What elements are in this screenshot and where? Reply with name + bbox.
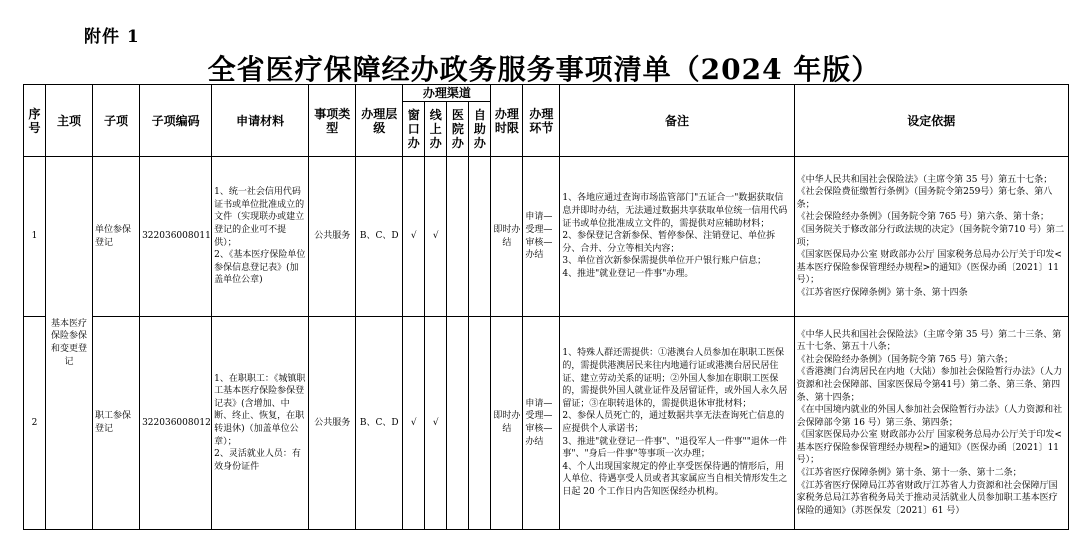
- remarks-line: 3、推进"就业登记一件事"、"退役军人一件事""退休一件事"、"身后一件事"等事项一次办理；: [562, 436, 787, 460]
- sub-code: 322036008012: [140, 317, 212, 530]
- attachment-label: 附件 1: [84, 27, 140, 47]
- header-type: 事项类型: [309, 85, 356, 157]
- header-channel-hospital: 医院办: [447, 102, 469, 157]
- row-seq: 1: [24, 157, 46, 317]
- header-level: 办理层级: [356, 85, 403, 157]
- service-items-table: [23, 84, 1069, 530]
- header-channel-self: 自助办: [469, 102, 491, 157]
- item-level: B、C、D: [356, 157, 403, 317]
- basis-line: 《江苏省医疗保障条例》第十条、第十一条、第十二条；: [796, 468, 1022, 479]
- sub-item: 职工参保登记: [93, 317, 140, 530]
- header-sub-item: 子项: [93, 85, 140, 157]
- basis-line: 《香港澳门台湾居民在内地（大陆）参加社会保险暂行办法》（人力资源和社会保障部、国家医保局令第41号）第二条、第三条、第四条、第十四条；: [796, 367, 1063, 403]
- header-sub-code: 子项编码: [140, 85, 212, 157]
- remarks-line: 3、单位首次新参保需提供单位开户银行账户信息；: [562, 256, 767, 267]
- sub-code: 322036008011: [140, 157, 212, 317]
- basis-line: 《社会保险经办条例》（国务院令第 765 号）第六条、第十条；: [796, 212, 1050, 223]
- basis-line: 《江苏省医疗保障条例》第十条、第十四条: [796, 287, 968, 298]
- table-row: [24, 317, 1069, 530]
- remarks-cell: [560, 157, 794, 317]
- materials-cell: [212, 317, 309, 530]
- item-type: 公共服务: [309, 157, 356, 317]
- row-seq: 2: [24, 317, 46, 530]
- basis-line: 《中华人民共和国社会保险法》（主席令第 35 号）第二十三条、第五十七条、第五十八条；: [796, 329, 1062, 353]
- basis-line: 《国务院关于修改部分行政法规的决定》（国务院令第710 号）第二项；: [796, 224, 1065, 248]
- basis-line: 《社会保险经办条例》（国务院令第 765 号）第六条；: [796, 354, 1014, 365]
- header-steps: 办理环节: [523, 85, 560, 157]
- item-type: 公共服务: [309, 317, 356, 530]
- check-hospital: [447, 317, 469, 530]
- materials-line: 2、《基本医疗保险单位参保信息登记表》(加盖单位公章): [214, 250, 306, 286]
- header-time-limit: 办理时限: [491, 85, 523, 157]
- steps: 申请—受理—审核—办结: [523, 157, 560, 317]
- steps: 申请—受理—审核—办结: [523, 317, 560, 530]
- remarks-line: 2、参保登记含新参保、暂停参保、注销登记、单位拆分、合并、分立等相关内容；: [562, 231, 776, 254]
- header-remarks: 备注: [560, 85, 794, 157]
- item-level: B、C、D: [356, 317, 403, 530]
- check-self: [469, 317, 491, 530]
- main-item-cell: 基本医疗保险参保和变更登记: [46, 157, 93, 530]
- check-online: √: [425, 157, 447, 317]
- check-online: √: [425, 317, 447, 530]
- time-limit: 即时办结: [491, 157, 523, 317]
- remarks-line: 4、推进"就业登记一件事"办理。: [562, 268, 694, 279]
- materials-cell: [212, 157, 309, 317]
- header-main-item: 主项: [46, 85, 93, 157]
- basis-line: 《国家医保局办公室 财政部办公厅 国家税务总局办公厅关于印发<基本医疗保险参保管理经办规程>的通知》（医保办函〔2021〕11 号）；: [796, 250, 1062, 286]
- check-window: √: [403, 157, 425, 317]
- sub-item: 单位参保登记: [93, 157, 140, 317]
- check-hospital: [447, 157, 469, 317]
- basis-cell: [794, 157, 1068, 317]
- basis-line: 《中华人民共和国社会保险法》（主席令第 35 号）第五十七条；: [796, 174, 1053, 185]
- basis-line: 《在中国境内就业的外国人参加社会保险暂行办法》（人力资源和社会保障部令第 16 号）第三条、第四条；: [796, 405, 1063, 428]
- header-channel-window: 窗口办: [403, 102, 425, 157]
- time-limit: 即时办结: [491, 317, 523, 530]
- remarks-line: 2、参保人员死亡的，通过数据共享无法查询死亡信息的应提供个人承诺书；: [562, 411, 785, 434]
- remarks-cell: [560, 317, 794, 530]
- header-channel-group: 办理渠道: [403, 85, 491, 102]
- header-basis: 设定依据: [794, 85, 1068, 157]
- check-window: √: [403, 317, 425, 530]
- remarks-line: 1、特殊人群还需提供：①港澳台人员参加在职职工医保的，需提供港澳居民来往内地通行证或港澳台居民居住证、建立劳动关系的证明；②外国人参加在职职工医保的，需提供外国人就业证件及居留证件，或外国人永久居留证；③在职转退休的，需提供退休审批材料；: [562, 348, 788, 409]
- remarks-line: 4、个人出现国家规定的停止享受医保待遇的情形后，用人单位、待遇享受人员或者其家属应当自相关情形发生之日起 20 个工作日内告知医保经办机构。: [562, 461, 788, 497]
- remarks-line: 1、各地应通过查询市场监管部门"五证合一"数据获取信息并即时办结，无法通过数据共享获取单位统一信用代码证书或单位批准成立文件的，需提供对应辅助材料；: [562, 193, 788, 229]
- check-self: [469, 157, 491, 317]
- header-materials: 申请材料: [212, 85, 309, 157]
- basis-line: 《江苏省医疗保障局江苏省财政厅江苏省人力资源和社会保障厅国家税务总局江苏省税务局关于推动灵活就业人员参加职工基本医疗保险的通知》（苏医保发〔2021〕61 号）: [796, 480, 1058, 516]
- header-seq: 序号: [24, 85, 46, 157]
- materials-line: 1、统一社会信用代码证书或单位批准成立的文件（实现联办或建立登记的企业可不提供）；: [214, 187, 305, 248]
- materials-line: 1、在职职工：《城镇职工基本医疗保险参保登记表》(含增加、中断、终止、恢复，在职转退休)（加盖单位公章）；: [214, 373, 306, 447]
- basis-cell: [794, 317, 1068, 530]
- page-title: 全省医疗保障经办政务服务事项清单（2024 年版）: [207, 53, 881, 86]
- basis-line: 《国家医保局办公室 财政部办公厅 国家税务总局办公厅关于印发<基本医疗保险参保管理经办规程>的通知》（医保办函〔2021〕11 号）；: [796, 430, 1062, 466]
- basis-line: 《社会保险费征缴暂行条例》（国务院令第259号）第七条、第八条；: [796, 187, 1053, 210]
- header-channel-online: 线上办: [425, 102, 447, 157]
- materials-line: 2、灵活就业人员：有效身份证件: [214, 449, 301, 472]
- table-row: [24, 157, 1069, 317]
